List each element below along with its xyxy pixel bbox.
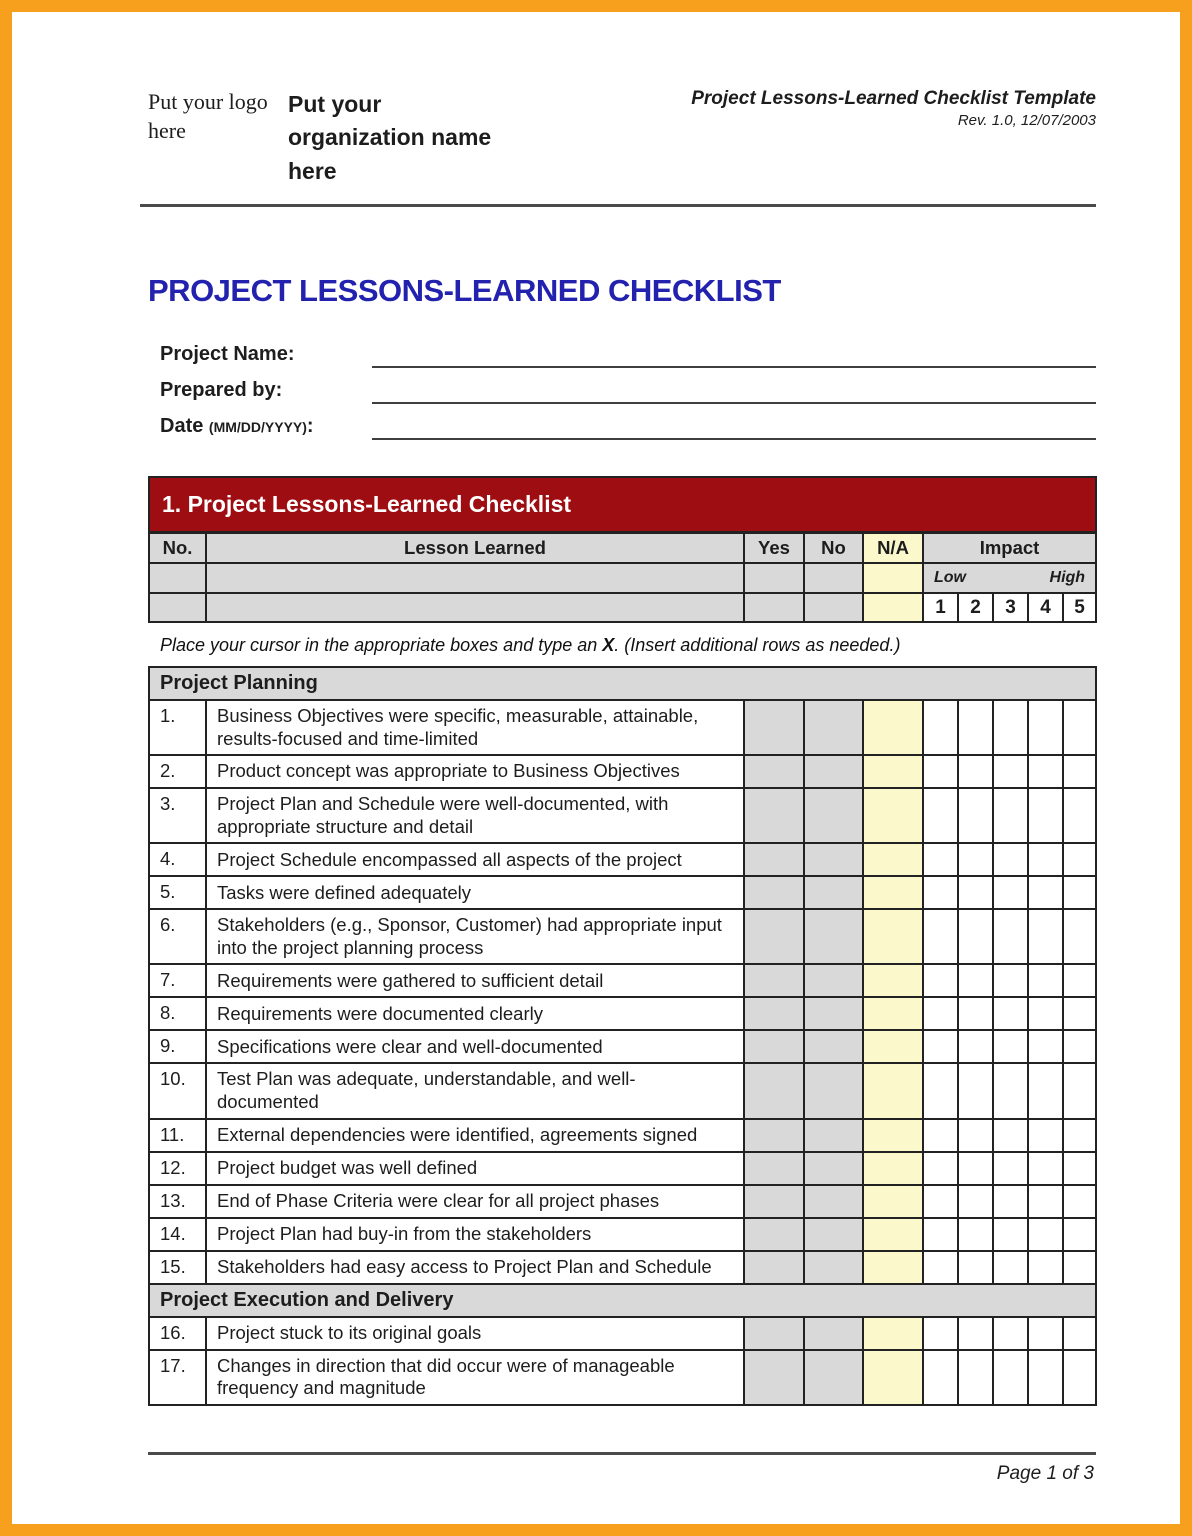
date-label-colon: : [306,415,314,438]
lesson-text: Stakeholders (e.g., Sponsor, Customer) had appropriate input into the project planning process [206,909,744,964]
impact-cell-3[interactable] [993,1185,1028,1218]
col-header-lesson: Lesson Learned [206,533,744,564]
no-cell[interactable] [804,964,863,997]
impact-cell-3[interactable] [993,876,1028,909]
yes-cell[interactable] [744,755,804,788]
lesson-text: External dependencies were identified, agreements signed [206,1119,744,1152]
lesson-text: Project Plan and Schedule were well-documented, with appropriate structure and detail [206,788,744,843]
impact-cell-5[interactable] [1063,964,1096,997]
lesson-text: Requirements were documented clearly [206,997,744,1030]
table-row [149,1350,1096,1405]
impact-cell-5[interactable] [1063,1063,1096,1118]
checklist-body [149,667,1096,1405]
impact-cell-4[interactable] [1028,1185,1063,1218]
impact-cell-2[interactable] [958,755,993,788]
impact-cell-5[interactable] [1063,1350,1096,1405]
row-number: 10. [149,1063,206,1118]
date-format-hint: (MM/DD/YYYY) [208,419,307,436]
organization-placeholder: Put your organization name here [288,91,492,184]
impact-cell-3[interactable] [993,1152,1028,1185]
no-cell[interactable] [804,1152,863,1185]
impact-cell-1[interactable] [923,755,958,788]
impact-cell-4[interactable] [1028,997,1063,1030]
yes-cell[interactable] [744,1030,804,1063]
blank-na-cell [863,563,923,593]
row-number: 11. [149,1119,206,1152]
lesson-text: Project Plan had buy-in from the stakeholders [206,1218,744,1251]
impact-cell-5[interactable] [1063,1030,1096,1063]
row-number: 2. [149,755,206,788]
lesson-text: Tasks were defined adequately [206,876,744,909]
impact-cell-4[interactable] [1028,843,1063,876]
document-title: Project Lessons-Learned Checklist Template [691,88,1096,109]
yes-cell[interactable] [744,1350,804,1405]
section-header-row [149,1284,1096,1317]
project-name-input-line[interactable] [372,339,1096,368]
table-row [149,1251,1096,1284]
page-title: PROJECT LESSONS-LEARNED CHECKLIST [148,273,781,309]
table-row [149,755,1096,788]
section-title: Project Planning [149,667,1096,700]
lesson-text: Project budget was well defined [206,1152,744,1185]
impact-cell-2[interactable] [958,1350,993,1405]
impact-cell-5[interactable] [1063,843,1096,876]
checklist-body-table [148,666,1097,1406]
row-number: 6. [149,909,206,964]
impact-cell-3[interactable] [993,1030,1028,1063]
impact-cell-2[interactable] [958,700,993,755]
impact-cell-2[interactable] [958,1317,993,1350]
impact-cell-5[interactable] [1063,1185,1096,1218]
table-row [149,1119,1096,1152]
blank-header-cell [206,563,744,593]
lesson-text: Project Schedule encompassed all aspects of the project [206,843,744,876]
row-number: 4. [149,843,206,876]
na-cell[interactable] [863,788,923,843]
impact-cell-2[interactable] [958,788,993,843]
impact-scale-1: 1 [923,593,958,622]
impact-cell-3[interactable] [993,964,1028,997]
yes-cell[interactable] [744,909,804,964]
impact-low-label: Low [934,569,966,587]
impact-cell-5[interactable] [1063,700,1096,755]
na-cell[interactable] [863,1119,923,1152]
table-row [149,1185,1096,1218]
na-cell[interactable] [863,1185,923,1218]
blank-header-cell [744,593,804,622]
blank-header-cell [804,563,863,593]
impact-cell-1[interactable] [923,1251,958,1284]
document-revision: Rev. 1.0, 12/07/2003 [957,112,1096,129]
impact-cell-4[interactable] [1028,1218,1063,1251]
impact-cell-4[interactable] [1028,788,1063,843]
na-cell[interactable] [863,1317,923,1350]
impact-cell-2[interactable] [958,1152,993,1185]
impact-cell-4[interactable] [1028,1350,1063,1405]
na-cell[interactable] [863,1030,923,1063]
impact-cell-2[interactable] [958,1218,993,1251]
impact-scale-5: 5 [1063,593,1096,622]
na-cell[interactable] [863,1350,923,1405]
col-header-no: No. [149,533,206,564]
no-cell[interactable] [804,876,863,909]
row-number: 13. [149,1185,206,1218]
checklist-header-table [148,476,1097,623]
impact-cell-1[interactable] [923,964,958,997]
impact-lowhigh-cell [923,563,1096,593]
blank-header-cell [804,593,863,622]
date-label-word: Date [160,415,204,438]
table-row [149,964,1096,997]
na-cell[interactable] [863,1063,923,1118]
lesson-text: Product concept was appropriate to Business Objectives [206,755,744,788]
impact-cell-1[interactable] [923,876,958,909]
no-cell[interactable] [804,1063,863,1118]
impact-cell-1[interactable] [923,997,958,1030]
na-cell[interactable] [863,1251,923,1284]
na-cell[interactable] [863,876,923,909]
impact-cell-4[interactable] [1028,964,1063,997]
col-header-impact: Impact [923,533,1096,564]
impact-cell-1[interactable] [923,1119,958,1152]
table-row [149,1063,1096,1118]
table-row [149,700,1096,755]
impact-cell-3[interactable] [993,1317,1028,1350]
impact-cell-2[interactable] [958,1030,993,1063]
prepared-by-label: Prepared by: [160,379,283,402]
impact-cell-1[interactable] [923,788,958,843]
yes-cell[interactable] [744,1185,804,1218]
table-row [149,1030,1096,1063]
row-number: 3. [149,788,206,843]
impact-cell-5[interactable] [1063,876,1096,909]
yes-cell[interactable] [744,1218,804,1251]
row-number: 5. [149,876,206,909]
date-label [160,411,372,440]
impact-scale-4: 4 [1028,593,1063,622]
impact-cell-5[interactable] [1063,788,1096,843]
lesson-text: Requirements were gathered to sufficient detail [206,964,744,997]
impact-cell-2[interactable] [958,876,993,909]
impact-cell-2[interactable] [958,843,993,876]
col-header-no2: No [804,533,863,564]
impact-scale-3: 3 [993,593,1028,622]
na-cell[interactable] [863,997,923,1030]
yes-cell[interactable] [744,876,804,909]
impact-cell-1[interactable] [923,1317,958,1350]
impact-cell-3[interactable] [993,755,1028,788]
impact-cell-4[interactable] [1028,755,1063,788]
table-row [149,909,1096,964]
lesson-text: Test Plan was adequate, understandable, and well-documented [206,1063,744,1118]
impact-cell-3[interactable] [993,1063,1028,1118]
blank-header-cell [149,593,206,622]
no-cell[interactable] [804,755,863,788]
date-input-line[interactable] [372,411,1096,440]
page-number: Page 1 of 3 [996,1462,1094,1484]
col-header-na: N/A [863,533,923,564]
no-cell[interactable] [804,1317,863,1350]
impact-cell-1[interactable] [923,1030,958,1063]
no-cell[interactable] [804,788,863,843]
impact-cell-3[interactable] [993,788,1028,843]
impact-cell-5[interactable] [1063,1251,1096,1284]
impact-cell-5[interactable] [1063,1119,1096,1152]
na-cell[interactable] [863,1218,923,1251]
impact-cell-4[interactable] [1028,876,1063,909]
date-field [160,411,1096,440]
row-number: 14. [149,1218,206,1251]
impact-cell-4[interactable] [1028,1063,1063,1118]
blank-header-cell [744,563,804,593]
table-row [149,997,1096,1030]
impact-cell-4[interactable] [1028,909,1063,964]
impact-cell-4[interactable] [1028,1317,1063,1350]
yes-cell[interactable] [744,1317,804,1350]
no-cell[interactable] [804,1350,863,1405]
row-number: 9. [149,1030,206,1063]
impact-cell-3[interactable] [993,1119,1028,1152]
table-row [149,1218,1096,1251]
impact-cell-2[interactable] [958,1119,993,1152]
instruction-post: . (Insert additional rows as needed.) [614,635,901,656]
header-divider [140,204,1096,207]
table-row [149,1152,1096,1185]
impact-cell-2[interactable] [958,1063,993,1118]
row-number: 8. [149,997,206,1030]
document-header [148,70,1096,188]
impact-cell-3[interactable] [993,1218,1028,1251]
blank-header-cell [149,563,206,593]
impact-cell-3[interactable] [993,997,1028,1030]
no-cell[interactable] [804,1218,863,1251]
table-row [149,876,1096,909]
no-cell[interactable] [804,843,863,876]
impact-cell-1[interactable] [923,843,958,876]
impact-cell-4[interactable] [1028,1119,1063,1152]
impact-cell-3[interactable] [993,843,1028,876]
na-cell[interactable] [863,700,923,755]
yes-cell[interactable] [744,997,804,1030]
yes-cell[interactable] [744,843,804,876]
blank-header-cell [206,593,744,622]
yes-cell[interactable] [744,964,804,997]
footer-divider [148,1452,1096,1455]
prepared-by-input-line[interactable] [372,375,1096,404]
impact-cell-2[interactable] [958,909,993,964]
impact-cell-5[interactable] [1063,755,1096,788]
impact-high-label: High [1049,569,1086,587]
impact-cell-3[interactable] [993,700,1028,755]
impact-cell-2[interactable] [958,1185,993,1218]
col-header-yes: Yes [744,533,804,564]
instruction-pre: Place your cursor in the appropriate boxes and type an [160,635,603,656]
instruction-x: X [602,635,615,656]
no-cell[interactable] [804,997,863,1030]
document-page [12,12,1180,1485]
yes-cell[interactable] [744,788,804,843]
no-cell[interactable] [804,700,863,755]
lesson-text: Project stuck to its original goals [206,1317,744,1350]
impact-cell-2[interactable] [958,964,993,997]
impact-cell-1[interactable] [923,1152,958,1185]
row-number: 1. [149,700,206,755]
yes-cell[interactable] [744,1251,804,1284]
row-number: 7. [149,964,206,997]
instruction-text [160,635,1096,656]
yes-cell[interactable] [744,1063,804,1118]
project-name-field [160,339,1096,368]
lesson-text: Specifications were clear and well-documented [206,1030,744,1063]
impact-cell-5[interactable] [1063,1317,1096,1350]
na-cell[interactable] [863,1152,923,1185]
impact-cell-4[interactable] [1028,1152,1063,1185]
impact-cell-5[interactable] [1063,997,1096,1030]
section-title: Project Execution and Delivery [149,1284,1096,1317]
table-row [149,1317,1096,1350]
prepared-by-field [160,375,1096,404]
na-cell[interactable] [863,755,923,788]
impact-cell-2[interactable] [958,1251,993,1284]
table-row [149,843,1096,876]
impact-cell-1[interactable] [923,1063,958,1118]
impact-cell-3[interactable] [993,909,1028,964]
impact-cell-1[interactable] [923,1185,958,1218]
row-number: 17. [149,1350,206,1405]
section-band-title: 1. Project Lessons-Learned Checklist [149,477,1096,533]
no-cell[interactable] [804,909,863,964]
logo-placeholder: Put your logo here [148,89,268,143]
lesson-text: End of Phase Criteria were clear for all project phases [206,1185,744,1218]
impact-cell-4[interactable] [1028,700,1063,755]
impact-cell-1[interactable] [923,1218,958,1251]
impact-cell-5[interactable] [1063,1152,1096,1185]
row-number: 15. [149,1251,206,1284]
lesson-text: Changes in direction that did occur were of manageable frequency and magnitude [206,1350,744,1405]
impact-cell-2[interactable] [958,997,993,1030]
lesson-text: Business Objectives were specific, measurable, attainable, results-focused and time-limited [206,700,744,755]
row-number: 12. [149,1152,206,1185]
impact-cell-3[interactable] [993,1350,1028,1405]
yes-cell[interactable] [744,1152,804,1185]
project-info-form [148,339,1096,440]
impact-cell-4[interactable] [1028,1030,1063,1063]
blank-na-cell [863,593,923,622]
row-number: 16. [149,1317,206,1350]
impact-cell-4[interactable] [1028,1251,1063,1284]
na-cell[interactable] [863,843,923,876]
impact-cell-1[interactable] [923,700,958,755]
yes-cell[interactable] [744,1119,804,1152]
impact-cell-5[interactable] [1063,909,1096,964]
no-cell[interactable] [804,1030,863,1063]
impact-cell-3[interactable] [993,1251,1028,1284]
project-name-label: Project Name: [160,343,295,366]
yes-cell[interactable] [744,700,804,755]
section-header-row [149,667,1096,700]
table-row [149,788,1096,843]
impact-cell-5[interactable] [1063,1218,1096,1251]
na-cell[interactable] [863,964,923,997]
impact-cell-1[interactable] [923,909,958,964]
no-cell[interactable] [804,1185,863,1218]
no-cell[interactable] [804,1251,863,1284]
impact-cell-1[interactable] [923,1350,958,1405]
header-right-block [691,88,1096,129]
no-cell[interactable] [804,1119,863,1152]
impact-scale-2: 2 [958,593,993,622]
na-cell[interactable] [863,909,923,964]
lesson-text: Stakeholders had easy access to Project Plan and Schedule [206,1251,744,1284]
